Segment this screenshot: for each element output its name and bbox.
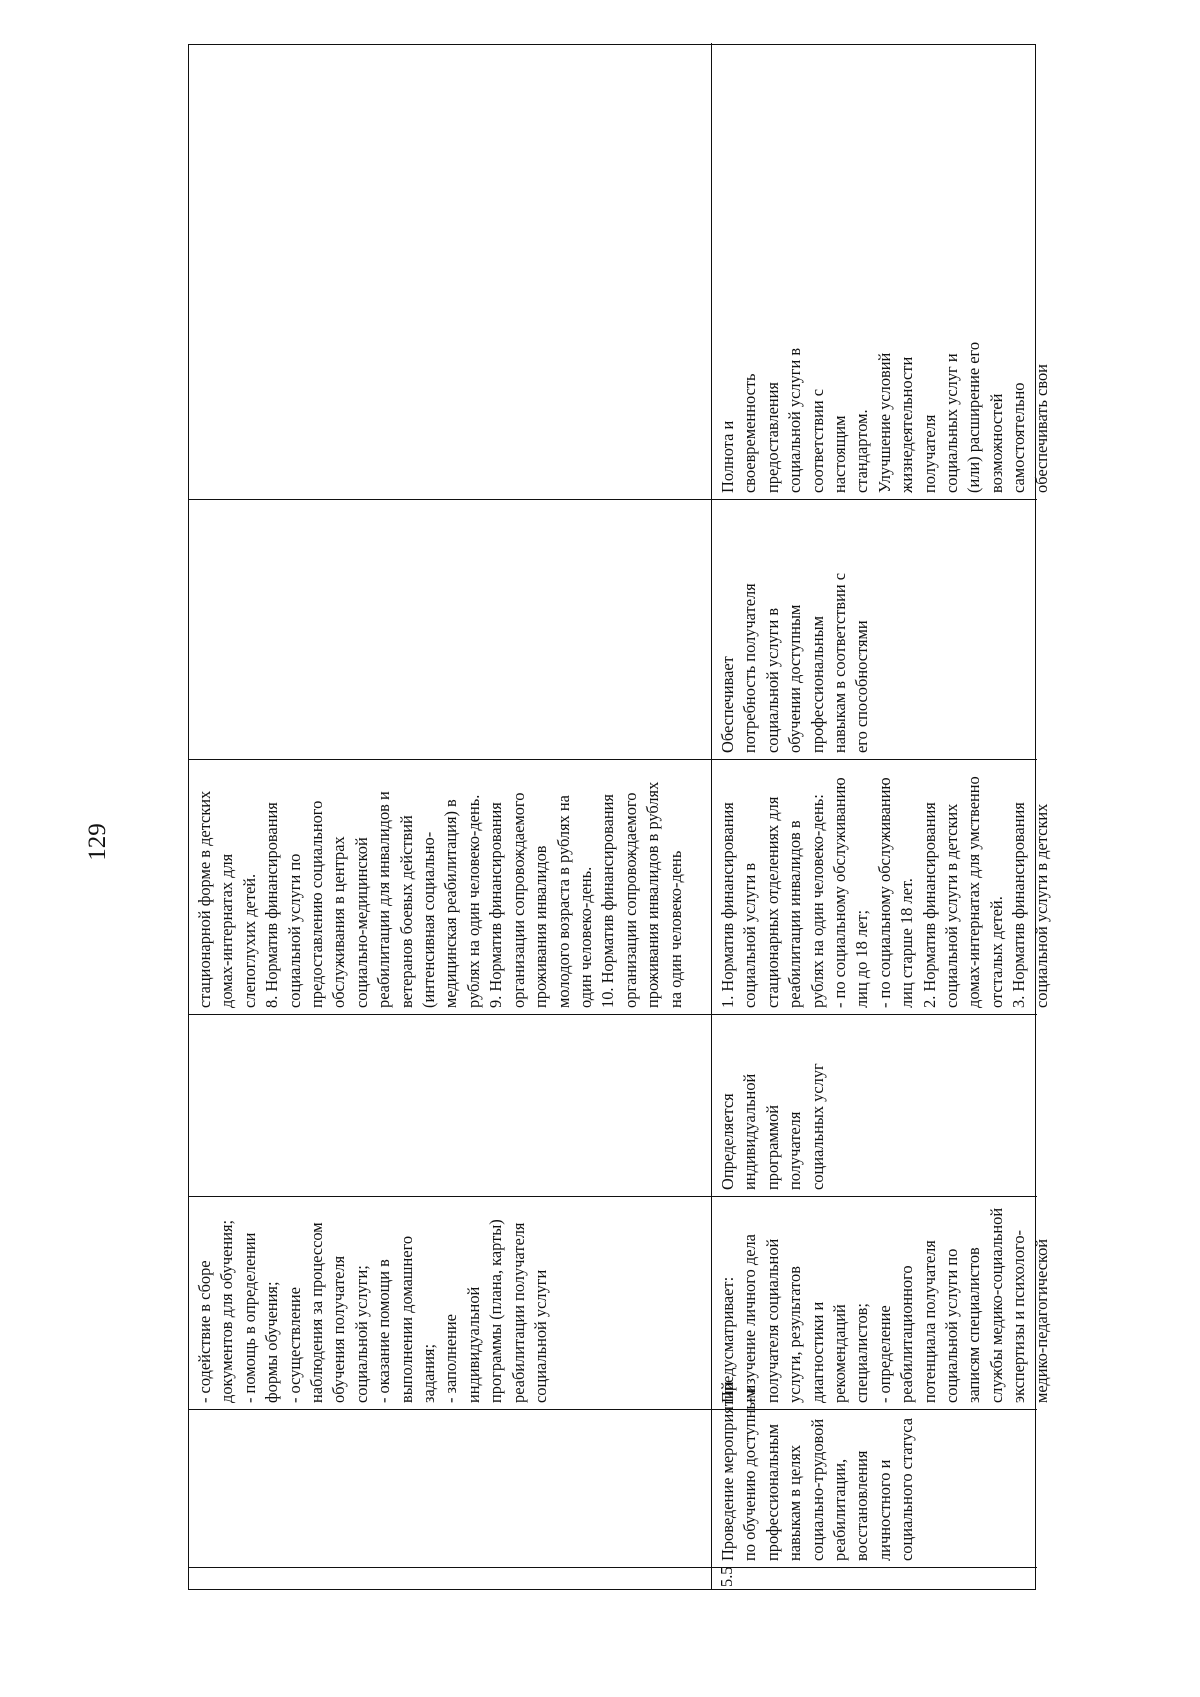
- cell-text-line: самостоятельно: [1009, 382, 1029, 493]
- cell-text-line: реабилитации,: [830, 1458, 850, 1561]
- cell-text-line: социальной услуги по: [284, 853, 304, 1008]
- cell-text-line: обучении доступным: [785, 604, 805, 753]
- cell-text-line: индивидуальной: [463, 1286, 483, 1403]
- cell-text-line: услуги, результатов: [785, 1266, 805, 1403]
- cell-text-line: один человеко-день.: [575, 866, 595, 1008]
- social-services-standard-table: [188, 44, 1051, 1590]
- cell-text-line: 1. Норматив финансирования: [718, 802, 737, 1008]
- cell-text-line: диагностики и: [807, 1301, 827, 1403]
- service-number-cell: [189, 1567, 712, 1589]
- cell-text-line: социально-медицинской: [351, 837, 371, 1008]
- cell-text-line: ветеранов боевых действий: [396, 815, 416, 1008]
- cell-text-line: социального статуса: [897, 1417, 917, 1561]
- cell-text-line: - содействие в сборе: [195, 1260, 214, 1403]
- cell-text-line: на один человеко-день: [665, 850, 685, 1008]
- cell-text-line: получателя: [919, 414, 939, 493]
- cell-text-line: возможностей: [986, 393, 1006, 493]
- cell-text-line: реабилитации получателя: [508, 1222, 528, 1403]
- cell-text-line: реабилитационного: [897, 1265, 917, 1403]
- cell-text-line: - определение: [874, 1305, 894, 1403]
- evaluation-result-cell: [189, 43, 712, 499]
- cell-text-line: предоставлению социального: [307, 800, 327, 1008]
- cell-text-line: наблюдения за процессом: [307, 1222, 327, 1403]
- cell-text-line: реабилитации для инвалидов и: [374, 791, 394, 1008]
- cell-text-line: - по социальному обслуживанию: [874, 777, 894, 1008]
- cell-text-line: стационарной форме в детских: [195, 790, 214, 1008]
- cell-text-line: потенциала получателя: [919, 1240, 939, 1403]
- cell-text-line: выполнении домашнего: [396, 1235, 416, 1403]
- cell-text-line: навыкам в целях: [785, 1444, 805, 1561]
- cell-text-line: настоящим: [830, 415, 850, 493]
- cell-text-line: социальной услуги в детских: [1031, 803, 1051, 1008]
- cell-text-line: личностного и: [874, 1459, 894, 1561]
- cell-text-line: социальной услуги в детских: [942, 803, 962, 1008]
- service-number-cell: [712, 1567, 1037, 1589]
- service-name-cell: [712, 1381, 1037, 1567]
- cell-text-line: социальных услуг: [807, 1063, 827, 1190]
- cell-text-line: обслуживания в центрах: [329, 836, 349, 1008]
- cell-text-line: Предусматривает:: [718, 1276, 737, 1403]
- quality-indicators-cell: [189, 499, 712, 759]
- cell-text-line: получателя: [785, 1111, 805, 1190]
- financing-norms-cell: [189, 759, 712, 1014]
- cell-text-line: социальной услуги в: [740, 862, 760, 1008]
- cell-text-line: службы медико-социальной: [986, 1207, 1006, 1403]
- cell-text-line: лиц старше 18 лет.: [897, 878, 917, 1008]
- service-content-cell: [712, 1196, 1051, 1409]
- cell-text-line: - осуществление: [284, 1287, 304, 1403]
- cell-text-line: Проведение мероприятий: [718, 1381, 737, 1561]
- standard-table-frame: [188, 44, 1051, 1590]
- cell-text-line: потребность получателя: [740, 583, 760, 753]
- cell-text-line: - заполнение: [441, 1314, 461, 1403]
- cell-text-line: профессиональным: [807, 616, 827, 753]
- cell-text-line: 2. Норматив финансирования: [919, 802, 939, 1008]
- row-number-text: 5.5: [717, 1566, 736, 1587]
- cell-text-line: рублях на один человеко-день:: [807, 794, 827, 1008]
- cell-text-line: программой: [762, 1104, 782, 1190]
- cell-text-line: обучения получателя: [329, 1255, 349, 1403]
- cell-text-line: организации сопровождаемого: [508, 792, 528, 1008]
- cell-text-line: документов для обучения;: [217, 1219, 237, 1403]
- cell-text-line: социальной услуги в: [762, 607, 782, 753]
- cell-text-line: организации сопровождаемого: [620, 792, 640, 1008]
- page-number-text: 129: [84, 823, 111, 861]
- cell-text-line: получателя социальной: [762, 1238, 782, 1403]
- cell-text-line: реабилитации инвалидов в: [785, 820, 805, 1008]
- financing-norms-cell: [712, 759, 1051, 1014]
- cell-text-line: (интенсивная социально-: [419, 831, 439, 1008]
- cell-text-line: проживания инвалидов в рублях: [643, 781, 663, 1008]
- cell-text-line: медико-педагогической: [1031, 1238, 1051, 1403]
- cell-text-line: - оказание помощи в: [374, 1259, 394, 1403]
- cell-text-line: Обеспечивает: [718, 656, 737, 753]
- cell-text-line: лиц до 18 лет;: [852, 909, 872, 1008]
- cell-text-line: социальной услуги в: [785, 347, 805, 493]
- cell-text-line: Полнота и: [718, 420, 737, 493]
- service-volume-cell: [189, 1014, 712, 1196]
- cell-text-line: профессиональным: [762, 1424, 782, 1561]
- service-content-cell: [189, 1196, 712, 1409]
- cell-text-line: задания;: [419, 1344, 439, 1403]
- cell-text-line: навыкам в соответствии с: [830, 572, 850, 753]
- cell-text-line: медицинская реабилитация) в: [441, 799, 461, 1008]
- cell-text-line: - помощь в определении: [239, 1232, 259, 1403]
- cell-text-line: социальной услуги;: [351, 1265, 371, 1403]
- cell-text-line: рублях на один человеко-день.: [463, 794, 483, 1008]
- cell-text-line: обеспечивать свои: [1031, 364, 1051, 493]
- cell-text-line: 8. Норматив финансирования: [262, 802, 282, 1008]
- cell-text-line: - изучение личного дела: [740, 1234, 760, 1403]
- cell-text-line: своевременность: [740, 373, 760, 493]
- cell-text-line: соответствии с: [807, 389, 827, 493]
- cell-text-line: - по социальному обслуживанию: [830, 777, 850, 1008]
- cell-text-line: социально-трудовой: [807, 1418, 827, 1561]
- cell-text-line: программы (плана, карты): [486, 1219, 506, 1403]
- cell-text-line: социальных услуг и: [942, 353, 962, 493]
- cell-text-line: рекомендаций: [830, 1304, 850, 1403]
- cell-text-line: предоставления: [762, 382, 782, 493]
- cell-text-line: по обучению доступным: [740, 1388, 760, 1561]
- service-name-cell: [189, 1409, 712, 1567]
- quality-indicators-cell: [712, 499, 1037, 759]
- cell-text-line: Улучшение условий: [874, 352, 894, 493]
- cell-text-line: стандартом.: [852, 409, 872, 493]
- cell-text-line: домах-интернатах для умственно: [964, 776, 984, 1008]
- service-volume-cell: [712, 1014, 1037, 1196]
- cell-text-line: индивидуальной: [740, 1073, 760, 1190]
- cell-text-line: отсталых детей.: [986, 896, 1006, 1008]
- cell-text-line: социальной услуги по: [942, 1248, 962, 1403]
- cell-text-line: домах-интернатах для: [217, 853, 237, 1008]
- cell-text-line: молодого возраста в рублях на: [553, 795, 573, 1008]
- cell-text-line: стационарных отделениях для: [762, 796, 782, 1008]
- page-number: [83, 812, 113, 872]
- cell-text-line: (или) расширение его: [964, 341, 984, 493]
- cell-text-line: жизнедеятельности: [897, 356, 917, 493]
- cell-text-line: Определяется: [718, 1093, 737, 1190]
- cell-text-line: записям специалистов: [964, 1247, 984, 1403]
- cell-text-line: его способностями: [852, 620, 872, 753]
- cell-text-line: 3. Норматив финансирования: [1009, 802, 1029, 1008]
- cell-text-line: 9. Норматив финансирования: [486, 802, 506, 1008]
- cell-text-line: восстановления: [852, 1450, 872, 1561]
- cell-text-line: формы обучения;: [262, 1281, 282, 1403]
- evaluation-result-cell: [712, 43, 1051, 499]
- cell-text-line: проживания инвалидов: [531, 845, 551, 1008]
- cell-text-line: социальной услуги: [531, 1269, 551, 1403]
- cell-text-line: специалистов;: [852, 1303, 872, 1403]
- cell-text-line: слепоглухих детей.: [239, 873, 259, 1008]
- cell-text-line: 10. Норматив финансирования: [598, 794, 618, 1008]
- cell-text-line: экспертизы и психолого-: [1009, 1230, 1029, 1403]
